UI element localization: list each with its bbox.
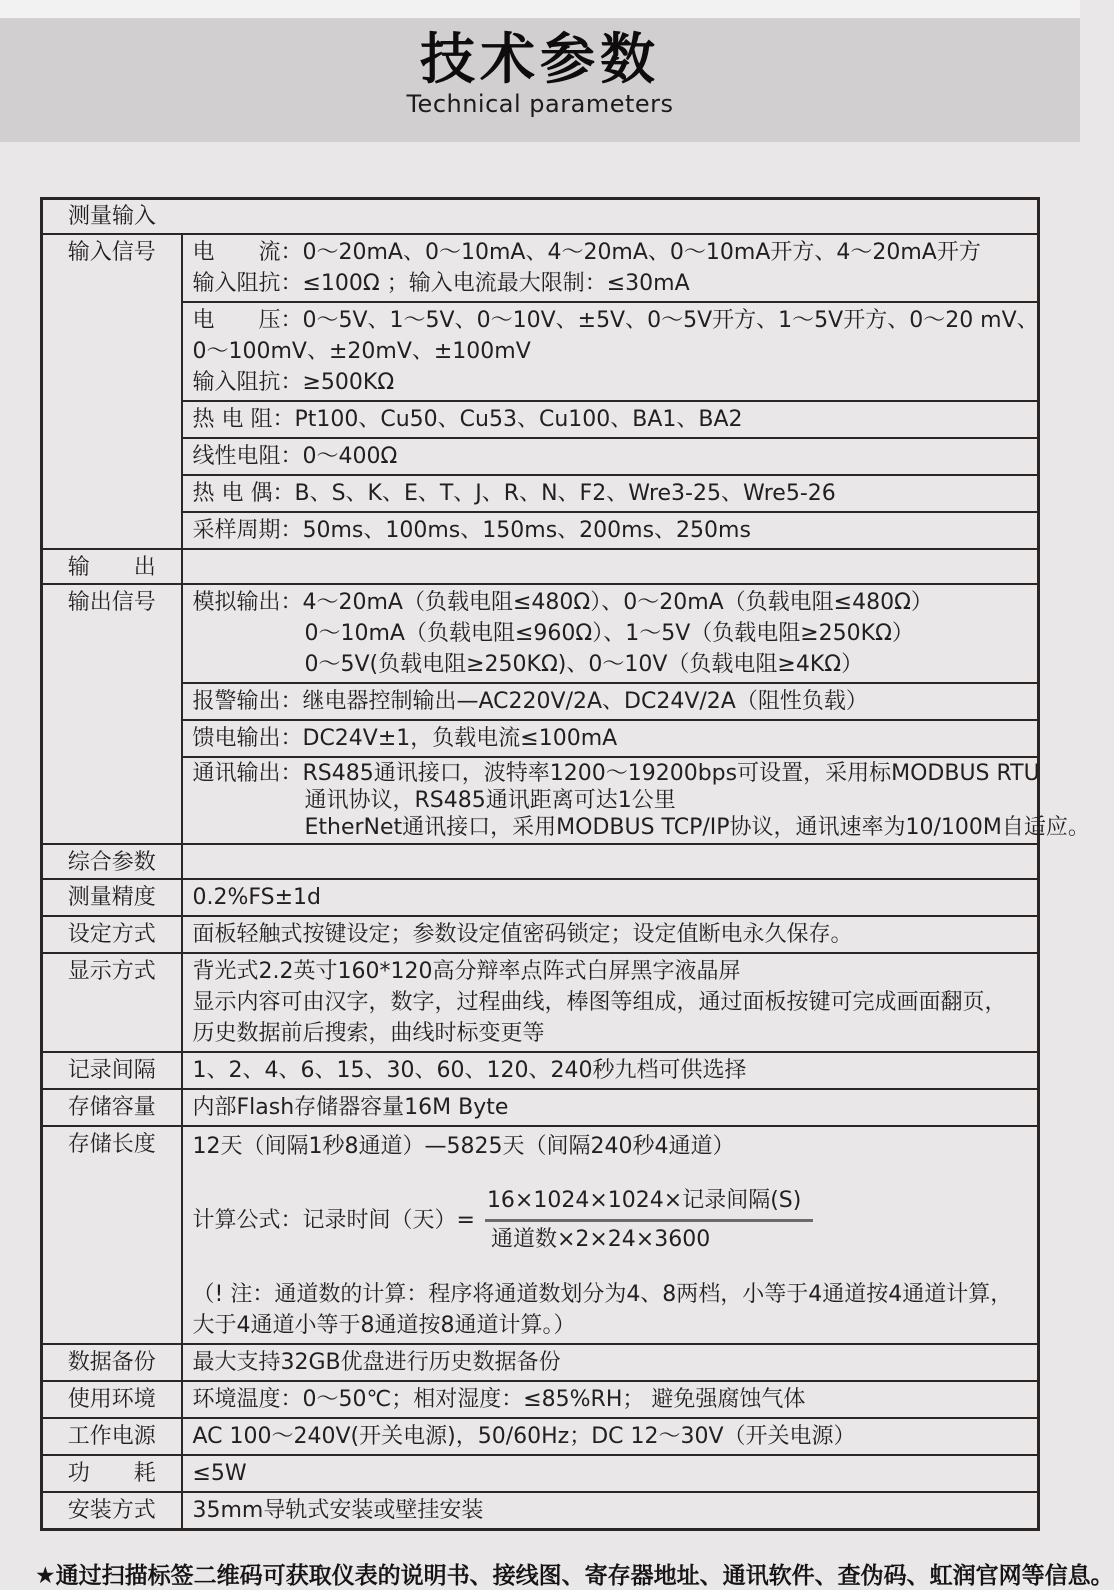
spec-line-voltage-3: 输入阻抗：≥500KΩ [192,370,395,395]
spec-line-comm-1: 通讯输出：RS485通讯接口，波特率1200～19200bps可设置，采用标MODBUS RTU [192,761,1040,786]
row-label-storage-length: 存储长度 [42,1126,182,1344]
cell-storage-length [182,1126,1039,1344]
cell-setting: 面板轻触式按键设定；参数设定值密码锁定；设定值断电永久保存。 [182,916,1039,953]
row-label-display: 显示方式 [42,953,182,1052]
table-row-input-signal-current [42,234,1039,302]
table-row-setting [42,916,1039,953]
table-row-measurement-input [42,199,1039,235]
table-row-feed-output [42,720,1039,757]
cell-general-empty [182,844,1039,879]
row-label-setting: 设定方式 [42,916,182,953]
table-row-alarm-output [42,683,1039,720]
table-row-linear-resistance [42,438,1039,475]
row-label-output-signal: 输出信号 [42,584,182,844]
cell-output-empty [182,549,1039,584]
page-title: 技术参数 [419,27,660,91]
section-header-measurement-input: 测量输入 [42,199,1039,235]
table-row-sampling-period [42,512,1039,549]
spec-line-analog-3: 0～5V(负载电阻≥250KΩ)、0～10V（负载电阻≥4KΩ） [304,652,864,677]
row-label-environment: 使用环境 [42,1381,182,1418]
footer-note: ★通过扫描标签二维码可获取仪表的说明书、接线图、寄存器地址、通讯软件、查伪码、虹润官网等信息。 [35,1563,1114,1589]
spec-line-analog-2: 0～10mA（负载电阻≤960Ω）、1～5V（负载电阻≥250KΩ） [304,621,914,646]
cell-analog-output [182,584,1039,683]
table-row-thermocouple [42,475,1039,512]
table-row-data-backup [42,1344,1039,1381]
cell-rtd: 热 电 阻：Pt100、Cu50、Cu53、Cu100、BA1、BA2 [182,401,1039,438]
table-row-accuracy [42,879,1039,916]
cell-sampling-period: 采样周期：50ms、100ms、150ms、200ms、250ms [182,512,1039,549]
cell-thermocouple: 热 电 偶：B、S、K、E、T、J、R、N、F2、Wre3-25、Wre5-26 [182,475,1039,512]
top-strip [0,0,1080,18]
spec-line-voltage-2: 0～100mV、±20mV、±100mV [192,339,531,364]
spec-line-display-3: 历史数据前后搜索，曲线时标变更等 [192,1021,545,1046]
table-row-environment [42,1381,1039,1418]
row-label-installation: 安装方式 [42,1492,182,1530]
table-row-installation [42,1492,1039,1530]
spec-line-display-1: 背光式2.2英寸160*120高分辩率点阵式白屏黑字液晶屏 [192,959,741,984]
table-row-input-signal-voltage [42,302,1039,401]
table-row-comm-output [42,757,1039,844]
row-label-accuracy: 测量精度 [42,879,182,916]
row-label-input-signal: 输入信号 [42,234,182,549]
spec-line-display-2: 显示内容可由汉字，数字，过程曲线，棒图等组成，通过面板按键可完成画面翻页， [192,990,1007,1015]
cell-alarm-output: 报警输出：继电器控制输出—AC220V/2A、DC24V/2A（阻性负载） [182,683,1039,720]
cell-current [182,234,1039,302]
table-row-general-header [42,844,1039,879]
formula-denominator: 通道数×2×24×3600 [490,1227,711,1252]
cell-environment: 环境温度：0～50℃；相对湿度：≤85%RH； 避免强腐蚀气体 [182,1381,1039,1418]
table-row-rtd [42,401,1039,438]
row-label-record-interval: 记录间隔 [42,1052,182,1089]
table-row-record-interval [42,1052,1039,1089]
page-subtitle: Technical parameters [406,90,674,118]
row-label-power-consumption: 功 耗 [42,1455,182,1492]
table-row-power-consumption [42,1455,1039,1492]
cell-power-consumption: ≤5W [182,1455,1039,1492]
row-label-data-backup: 数据备份 [42,1344,182,1381]
section-header-general: 综合参数 [42,844,182,879]
formula-prefix: 计算公式：记录时间（天）= [192,1208,475,1233]
cell-voltage [182,302,1039,401]
cell-installation: 35mm导轨式安装或壁挂安装 [182,1492,1039,1530]
cell-linear-resistance: 线性电阻：0～400Ω [182,438,1039,475]
spec-line-comm-3: EtherNet通讯接口，采用MODBUS TCP/IP协议，通讯速率为10/100M自适应。 [304,815,1090,840]
cell-accuracy: 0.2%FS±1d [182,879,1039,916]
cell-feed-output: 馈电输出：DC24V±1，负载电流≤100mA [182,720,1039,757]
spec-line-storage-note-2: 大于4通道小等于8通道按8通道计算。） [192,1313,576,1338]
storage-formula [193,1188,1034,1253]
table-row-analog-output [42,584,1039,683]
row-label-power-supply: 工作电源 [42,1418,182,1455]
table-row-output-header [42,549,1039,584]
spec-line-voltage-1: 电 压：0～5V、1～5V、0～10V、±5V、0～5V开方、1～5V开方、0～20 mV、 [192,308,1039,333]
section-header-output: 输 出 [42,549,182,584]
table-row-storage-length [42,1126,1039,1344]
header-band [0,18,1080,142]
cell-record-interval: 1、2、4、6、15、30、60、120、240秒九档可供选择 [182,1052,1039,1089]
cell-display [182,953,1039,1052]
spec-line-analog-1: 模拟输出：4～20mA（负载电阻≤480Ω）、0～20mA（负载电阻≤480Ω） [192,590,933,615]
table-row-storage-capacity [42,1089,1039,1126]
formula-fraction [485,1188,813,1253]
cell-storage-capacity: 内部Flash存储器容量16M Byte [182,1089,1039,1126]
spec-table [40,197,1090,1531]
cell-data-backup: 最大支持32GB优盘进行历史数据备份 [182,1344,1039,1381]
cell-power-supply: AC 100～240V(开关电源)，50/60Hz；DC 12～30V（开关电源） [182,1418,1039,1455]
spec-line-storage-range: 12天（间隔1秒8通道）—5825天（间隔240秒4通道） [192,1134,735,1159]
formula-numerator: 16×1024×1024×记录间隔(S) [485,1188,813,1222]
spec-line-comm-2: 通讯协议，RS485通讯距离可达1公里 [304,788,676,813]
spec-line-storage-note-1: （! 注：通道数的计算：程序将通道数划分为4、8两档，小等于4通道按4通道计算， [192,1282,1013,1307]
table-row-power-supply [42,1418,1039,1455]
spec-line-current-1: 电 流：0～20mA、0～10mA、4～20mA、0～10mA开方、4～20mA开方 [192,240,981,265]
spec-line-current-2: 输入阻抗：≤100Ω ；输入电流最大限制：≤30mA [192,271,690,296]
row-label-storage-capacity: 存储容量 [42,1089,182,1126]
table-row-display [42,953,1039,1052]
cell-comm-output [182,757,1090,844]
